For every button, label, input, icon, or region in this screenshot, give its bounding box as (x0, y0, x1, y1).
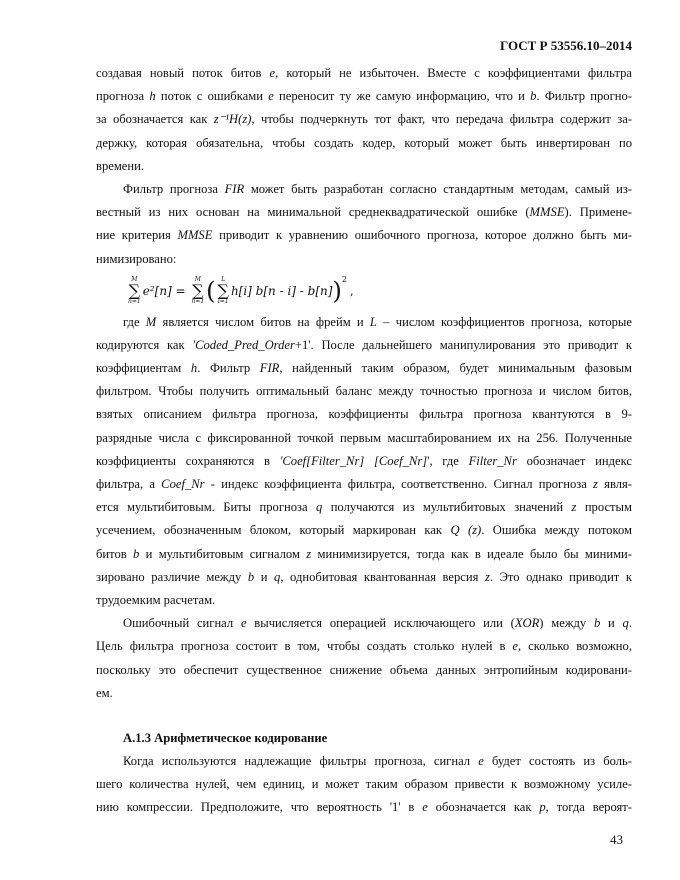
text-line (96, 201, 632, 224)
sum-symbol: L ∑ i=1 (217, 275, 229, 305)
text-line (96, 773, 632, 796)
italic-term: q (274, 569, 281, 584)
text-run: коэффициенты сохраняются в (96, 453, 280, 468)
paragraph (96, 612, 632, 705)
text-run: . Фильтр (197, 361, 260, 376)
text-line (96, 380, 632, 403)
italic-term: b (593, 616, 601, 631)
text-run: усечением, обозначенным блоком, который маркирован как (96, 523, 451, 538)
formula-inner-term: h[i] b[n - i] - b[n] (230, 283, 333, 298)
italic-term: b (530, 89, 537, 104)
italic-term: M (145, 314, 157, 329)
text-run: разрядные числа с фиксированной точкой первым масштабированием их на 256. Полученные (96, 430, 632, 445)
text-line (96, 427, 632, 450)
text-line (96, 566, 632, 589)
text-run: , чтобы подчеркнуть тот факт, что передача фильтра содержит за- (251, 112, 632, 127)
text-line (96, 403, 632, 426)
text-run: ем. (96, 685, 113, 700)
text-run: фильтром. Чтобы получить оптимальный баланс между точностью прогноза и числом битов, (96, 384, 632, 399)
italic-term: h (149, 89, 156, 104)
text-run: прогноза (96, 89, 150, 104)
text-run: и (600, 616, 623, 631)
italic-term: z (571, 500, 577, 515)
text-run: , найденный таким образом, будет минимальным фазовым (279, 361, 632, 376)
italic-term: e (269, 66, 276, 80)
text-run: . Это однако приводит к (489, 569, 632, 584)
text-run: , сколько возможно, (518, 639, 632, 654)
italic-term: e (268, 89, 274, 104)
text-run: будет состоять из боль- (483, 754, 632, 769)
text-run: минимизируется, тогда как в идеале было бы миними- (311, 546, 632, 561)
text-run: - индекс коэффициента фильтра, соответственно. Сигнал прогноза (204, 477, 594, 491)
text-run: за обозначается как (96, 112, 214, 127)
italic-term: Filter_Nr (468, 453, 517, 468)
text-run: может быть разработан согласно стандартным методам, самый из- (244, 181, 632, 196)
text-run: Фильтр прогноза (123, 181, 225, 196)
italic-term: e (240, 616, 247, 631)
text-run: +1'. После дальнейшего манипулирования это приводит к (294, 337, 633, 352)
text-run: и мультибитовым сигналом (139, 546, 307, 561)
text-run: кодируются как (96, 337, 193, 352)
italic-term: L (369, 314, 377, 329)
paragraph (96, 311, 632, 612)
text-run: и (254, 569, 275, 584)
italic-term: 'Coef[Filter_Nr] [Coef_Nr] (279, 453, 428, 468)
paragraph (96, 178, 632, 271)
paragraph (96, 750, 632, 820)
text-run: фильтра, а (96, 477, 162, 491)
text-run: . Ошибка между потоком (481, 523, 632, 538)
italic-term: e (478, 754, 484, 769)
text-run: получаются из мультибитовых значений (322, 500, 572, 515)
text-line (96, 589, 632, 612)
text-line (96, 659, 632, 682)
sum-symbol: M ∑ n=1 (191, 275, 205, 305)
italic-term: FIR (224, 181, 245, 196)
text-run: обозначается как (427, 800, 540, 815)
text-run: Цель фильтра прогноза состоит в том, чтобы создать столько нулей в (96, 639, 513, 654)
page-number: 43 (610, 832, 623, 847)
italic-term: z (484, 569, 490, 584)
text-run: вычисляется операцией исключающего или ( (246, 616, 515, 631)
text-line (96, 450, 632, 473)
italic-term: Coef_Nr (161, 477, 205, 491)
italic-term: z⁻¹H(z) (213, 112, 252, 127)
text-line (96, 750, 632, 773)
text-line (96, 357, 632, 380)
text-line (96, 224, 632, 247)
italic-term: 'Coded_Pred_Order (192, 337, 295, 352)
text-run: где (123, 314, 146, 329)
text-run: приводит к уравнению ошибочного прогноза, которое должно быть ми- (212, 228, 632, 243)
text-run: , однобитовая квантованная версия (280, 569, 485, 584)
text-run: , который не избыточен. Вместе с коэффициентами фильтра (275, 66, 632, 80)
text-run: ется мультибитовым. Биты прогноза (96, 500, 317, 515)
formula-end: , (349, 283, 354, 298)
text-run: времени. (96, 158, 145, 173)
text-run: вестный из них основан на минимальной среднеквадратической ошибке ( (96, 205, 530, 220)
sum-symbol: M ∑ n=1 (128, 275, 141, 305)
text-run: является числом битов на фрейм и (156, 314, 370, 329)
italic-term: MMSE (529, 205, 565, 220)
text-line (96, 612, 632, 635)
text-line (96, 248, 632, 271)
formula-lhs-term: e²[n] = (142, 283, 186, 298)
text-line (96, 132, 632, 155)
text-run: – числом коэффициентов прогноза, которые (376, 314, 632, 329)
italic-term: q (316, 500, 323, 515)
text-line (96, 62, 632, 85)
text-line (96, 155, 632, 178)
text-run: создавая новый поток битов (96, 66, 270, 80)
text-run: ) между (539, 616, 594, 631)
italic-term: p (539, 800, 546, 815)
text-line (96, 496, 632, 519)
text-line (96, 682, 632, 705)
mmse-formula: M ∑ n=1 e²[n] = M ∑ n=1 ( L ∑ i=1 h[i] b[n - i] - b[n] ) $^2$ , (128, 274, 354, 305)
text-run: поток с ошибками (155, 89, 269, 104)
text-run: нимизировано: (96, 251, 177, 266)
italic-term: FIR (259, 361, 280, 376)
text-run: . (628, 616, 632, 631)
text-run: взятых описанием фильтра прогноза, коэффициенты фильтра прогноза квантуются в 9- (96, 407, 632, 422)
paragraph (96, 62, 632, 178)
text-run: явля- (597, 477, 632, 491)
text-run: поскольку это обеспечит существенное снижение объема данных энтропийным кодировани- (96, 662, 632, 677)
italic-term: h (190, 361, 198, 376)
section-heading: А.1.3 Арифметическое кодирование (123, 730, 328, 745)
text-run: . Фильтр прогно- (536, 89, 632, 104)
text-run: трудоемким расчетам. (96, 592, 216, 607)
text-run: , тогда вероят- (545, 800, 633, 815)
italic-term: XOR (514, 616, 540, 631)
text-run: Ошибочный сигнал (123, 616, 241, 631)
text-line (96, 108, 632, 131)
text-run: простым (576, 500, 632, 515)
text-run: ние критерия (96, 228, 178, 243)
italic-term: MMSE (177, 228, 213, 243)
text-run: ). Примене- (564, 205, 632, 220)
text-line (96, 635, 632, 658)
text-line (96, 473, 632, 496)
text-line (96, 334, 632, 357)
text-run: битов (96, 546, 134, 561)
text-line (96, 543, 632, 566)
text-line (96, 85, 632, 108)
italic-term: z (306, 546, 312, 561)
text-run: нию компрессии. Предположите, что вероятность '1' в (96, 800, 423, 815)
text-line (96, 178, 632, 201)
text-line (96, 311, 632, 334)
document-header: ГОСТ Р 53556.10–2014 (500, 38, 632, 53)
italic-term: e (512, 639, 519, 654)
document-body (96, 62, 632, 820)
text-run: ', где (427, 453, 469, 468)
italic-term: e (422, 800, 428, 815)
italic-term: Q (z) (450, 523, 482, 538)
italic-term: z (593, 477, 598, 491)
text-run: Когда используются надлежащие фильтры прогноза, сигнал (123, 754, 479, 769)
text-run: коэффициентам (96, 361, 191, 376)
text-run: переносит ту же самую информацию, что и (273, 89, 531, 104)
text-line (96, 796, 632, 819)
text-run: обозначает индекс (516, 453, 632, 468)
text-run: шего количества нулей, чем единиц, и может таким образом привести к возможному усиле- (96, 777, 632, 792)
italic-term: b (247, 569, 255, 584)
text-line (96, 519, 632, 542)
italic-term: b (133, 546, 140, 561)
text-run: держку, которая обязательна, чтобы создать кодер, который может быть инвертирован по (96, 135, 632, 150)
text-run: зировано различие между (96, 569, 248, 584)
formula-power: 2 (341, 274, 347, 284)
italic-term: q (622, 616, 629, 631)
